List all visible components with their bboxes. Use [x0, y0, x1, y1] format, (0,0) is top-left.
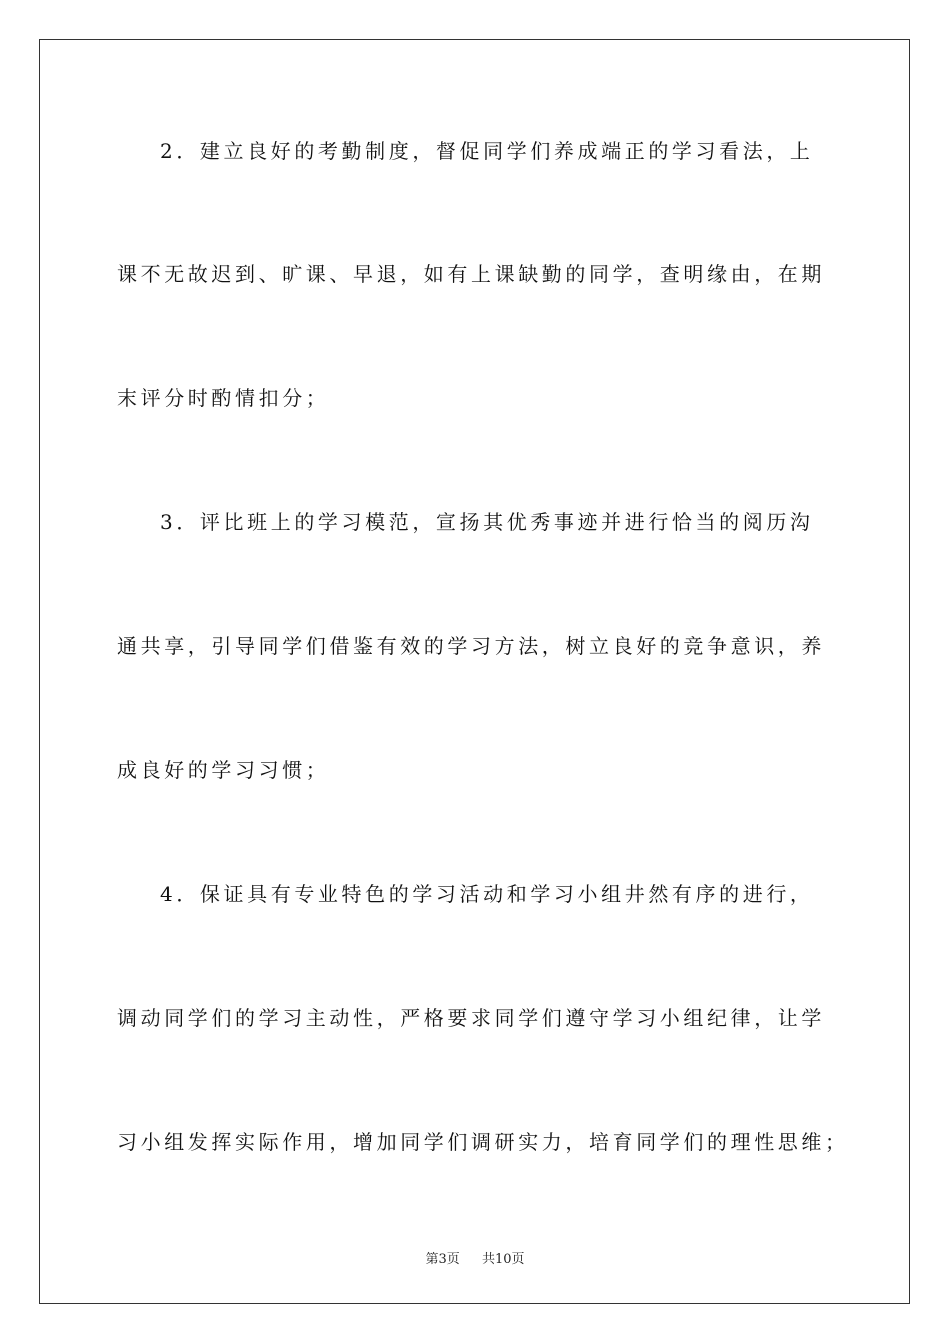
page-total: 共10页 — [482, 1252, 525, 1267]
paragraph-3-line-2: 通共享，引导同学们借鉴有效的学习方法，树立良好的竞争意识，养 — [117, 634, 825, 658]
paragraph-2-line-2: 课不无故迟到、旷课、早退，如有上课缺勤的同学，查明缘由，在期 — [117, 262, 825, 286]
page-frame — [39, 39, 910, 1304]
paragraph-4-line-2: 调动同学们的学习主动性，严格要求同学们遵守学习小组纪律，让学 — [117, 1006, 825, 1030]
paragraph-3-line-1: 3．评比班上的学习模范，宣扬其优秀事迹并进行恰当的阅历沟 — [160, 510, 814, 534]
page-number: 第3页 — [425, 1252, 460, 1267]
paragraph-3-line-3: 成良好的学习习惯； — [117, 758, 330, 782]
paragraph-4-line-3: 习小组发挥实际作用，增加同学们调研实力，培育同学们的理性思维； — [117, 1130, 849, 1154]
page-footer — [0, 1248, 950, 1267]
paragraph-2-line-3: 末评分时酌情扣分； — [117, 386, 330, 410]
paragraph-2-line-1: 2．建立良好的考勤制度，督促同学们养成端正的学习看法，上 — [160, 139, 814, 163]
paragraph-4-line-1: 4．保证具有专业特色的学习活动和学习小组井然有序的进行， — [160, 882, 814, 906]
